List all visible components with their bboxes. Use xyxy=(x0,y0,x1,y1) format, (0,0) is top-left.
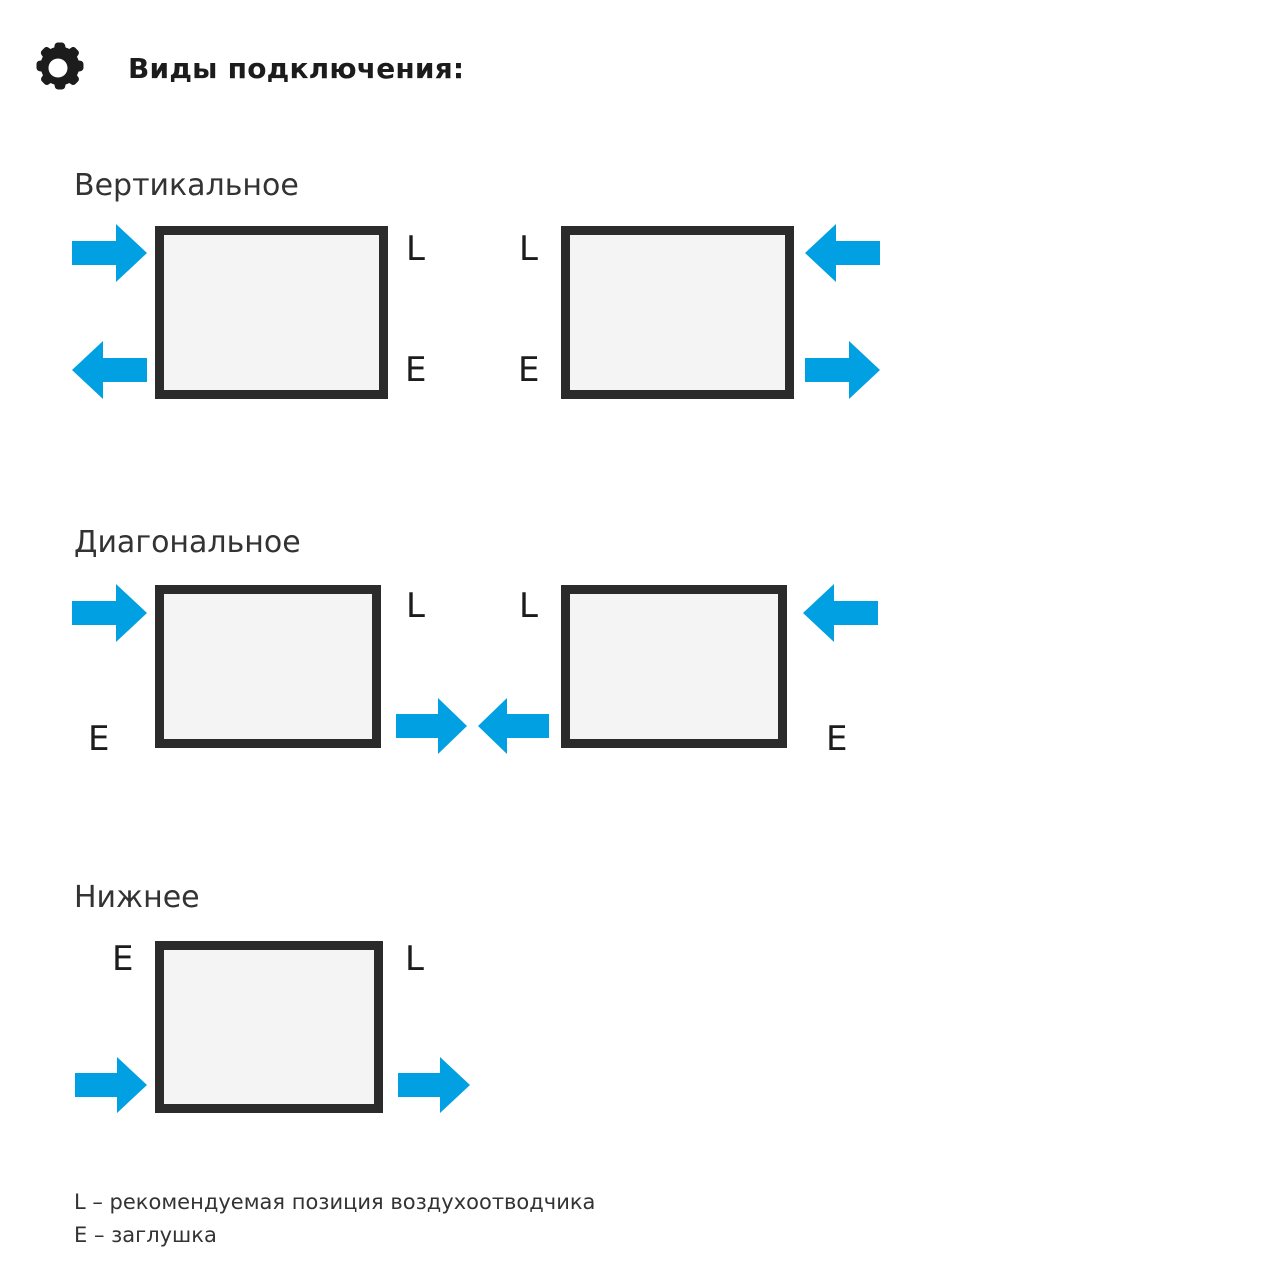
port-label-vertical-left-bottom: E xyxy=(405,350,427,390)
arrow-outlet-bottom xyxy=(398,1057,470,1117)
port-label-bottom-left: E xyxy=(112,939,134,979)
section-title-diagonal: Диагональное xyxy=(74,525,301,560)
port-label-bottom-right: L xyxy=(405,939,424,979)
radiator-bottom xyxy=(155,941,383,1113)
port-label-vertical-right-bottom: E xyxy=(518,350,540,390)
arrow-outlet-diagonal-right xyxy=(478,698,549,758)
arrow-outlet-diagonal-left xyxy=(396,698,467,758)
legend xyxy=(74,1186,595,1251)
arrow-outlet-vertical-left xyxy=(72,341,147,403)
arrow-inlet-diagonal-left xyxy=(72,584,147,646)
legend-item-l: L – рекомендуемая позиция воздухоотводчика xyxy=(74,1190,596,1214)
port-label-vertical-right-top: L xyxy=(519,229,538,269)
arrow-inlet-vertical-left xyxy=(72,224,147,286)
port-label-diagonal-right-bottom: E xyxy=(826,719,848,759)
legend-item-e: E – заглушка xyxy=(74,1222,217,1247)
arrow-outlet-vertical-right xyxy=(805,341,880,403)
radiator-vertical-right xyxy=(561,226,794,399)
radiator-vertical-left xyxy=(155,226,388,399)
arrow-inlet-diagonal-right xyxy=(803,584,878,646)
radiator-diagonal-right xyxy=(561,585,787,748)
radiator-diagonal-left xyxy=(155,585,381,748)
port-label-diagonal-left-top: L xyxy=(406,586,425,626)
header xyxy=(32,42,464,94)
port-label-diagonal-right-top: L xyxy=(519,586,538,626)
gear-icon xyxy=(32,42,84,94)
page-title: Виды подключения: xyxy=(128,51,465,85)
arrow-inlet-bottom xyxy=(75,1057,147,1117)
section-title-bottom: Нижнее xyxy=(74,880,200,915)
port-label-vertical-left-top: L xyxy=(406,229,425,269)
port-label-diagonal-left-bottom: E xyxy=(88,719,110,759)
section-title-vertical: Вертикальное xyxy=(74,168,299,203)
arrow-inlet-vertical-right xyxy=(805,224,880,286)
